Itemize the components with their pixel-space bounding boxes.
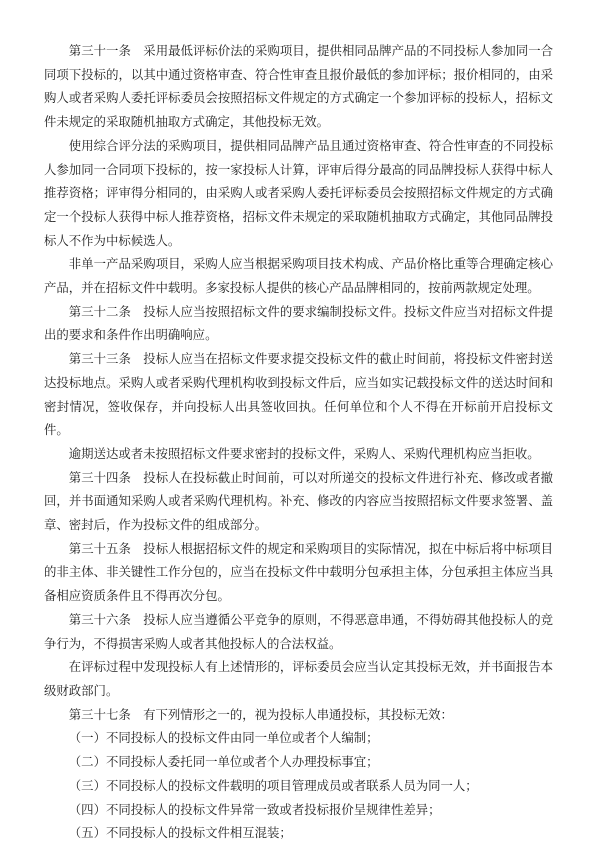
article-32-para — [44, 301, 553, 348]
paragraph-text: 在评标过程中发现投标人有上述情形的，评标委员会应当认定其投标无效，并书面报告本级财政部门。 — [44, 660, 553, 698]
article-number: 第三十六条 — [68, 612, 131, 627]
paragraph-text: 使用综合评分法的采购项目，提供相同品牌产品且通过资格审查、符合性审查的不同投标人参加同一合同项下投标的，按一家投标人计算，评审后得分最高的同品牌投标人获得中标人推荐资格；评审得分相同的，由采购人或者采购人委托评标委员会按照招标文件规定的方式确定一个投标人获得中标人推荐资格，招标文件未规定的采取随机抽取方式确定，其他同品牌投标人不作为中标候选人。 — [44, 138, 553, 248]
article-37-item-2 — [44, 751, 553, 775]
list-item-text: （二）不同投标人委托同一单位或者个人办理投标事宜； — [68, 755, 379, 770]
paragraph-text: 投标人在投标截止时间前，可以对所递交的投标文件进行补充、修改或者撤回，并书面通知采购人或者采购代理机构。补充、修改的内容应当按照招标文件要求签署、盖章、密封后，作为投标文件的组成部分。 — [44, 470, 554, 533]
article-37-intro — [44, 704, 553, 728]
article-31-para-3 — [44, 253, 553, 300]
article-number: 第三十五条 — [68, 541, 131, 556]
article-number: 第三十二条 — [68, 304, 131, 319]
article-37-item-1 — [44, 727, 553, 751]
paragraph-text: 投标人应当按照招标文件的要求编制投标文件。投标文件应当对招标文件提出的要求和条件作出明确响应。 — [44, 304, 554, 343]
article-36-para-2 — [44, 656, 553, 703]
article-37-item-3 — [44, 775, 553, 799]
article-number: 第三十三条 — [68, 352, 131, 367]
paragraph-text: 逾期送达或者未按照招标文件要求密封的投标文件，采购人、采购代理机构应当拒收。 — [68, 446, 540, 461]
article-33-para-1 — [44, 348, 553, 443]
list-item-text: （一）不同投标人的投标文件由同一单位或者个人编制； — [68, 731, 379, 746]
article-31-para-1 — [44, 40, 553, 135]
article-37-item-5 — [44, 822, 553, 846]
article-31-para-2 — [44, 135, 553, 254]
article-number: 第三十四条 — [68, 470, 131, 485]
article-number: 第三十一条 — [68, 44, 131, 58]
article-34-para — [44, 467, 553, 538]
paragraph-text: 有下列情形之一的，视为投标人串通投标，其投标无效： — [143, 707, 453, 722]
list-item-text: （五）不同投标人的投标文件相互混装； — [68, 826, 292, 841]
article-35-para — [44, 538, 553, 609]
list-item-text: （三）不同投标人的投标文件载明的项目管理成员或者联系人员为同一人； — [68, 778, 478, 793]
paragraph-text: 投标人应当遵循公平竞争的原则，不得恶意串通，不得妨碍其他投标人的竞争行为，不得损害采购人或者其他投标人的合法权益。 — [44, 612, 554, 651]
paragraph-text: 投标人应当在招标文件要求提交投标文件的截止时间前，将投标文件密封送达投标地点。采购人或者采购代理机构收到投标文件后，应当如实记载投标文件的送达时间和密封情况，签收保存，并向投标人出具签收回执。任何单位和个人不得在开标前开启投标文件。 — [44, 352, 554, 438]
paragraph-text: 非单一产品采购项目，采购人应当根据采购项目技术构成、产品价格比重等合理确定核心产品，并在招标文件中载明。多家投标人提供的核心产品品牌相同的，按前两款规定处理。 — [44, 257, 553, 296]
article-number: 第三十七条 — [68, 707, 131, 722]
paragraph-text: 投标人根据招标文件的规定和采购项目的实际情况，拟在中标后将中标项目的非主体、非关键性工作分包的，应当在投标文件中载明分包承担主体，分包承担主体应当具备相应资质条件且不得再次分包。 — [44, 541, 554, 604]
article-33-para-2 — [44, 443, 553, 467]
article-36-para-1 — [44, 609, 553, 656]
list-item-text: （四）不同投标人的投标文件异常一致或者投标报价呈规律性差异； — [68, 802, 441, 817]
article-37-item-4 — [44, 799, 553, 823]
paragraph-text: 采用最低评标价法的采购项目，提供相同品牌产品的不同投标人参加同一合同项下投标的，以其中通过资格审查、符合性审查且报价最低的参加评标；报价相同的，由采购人或者采购人委托评标委员会按照招标文件规定的方式确定一个参加评标的投标人，招标文件未规定的采取随机抽取方式确定，其他投标无效。 — [44, 44, 554, 130]
